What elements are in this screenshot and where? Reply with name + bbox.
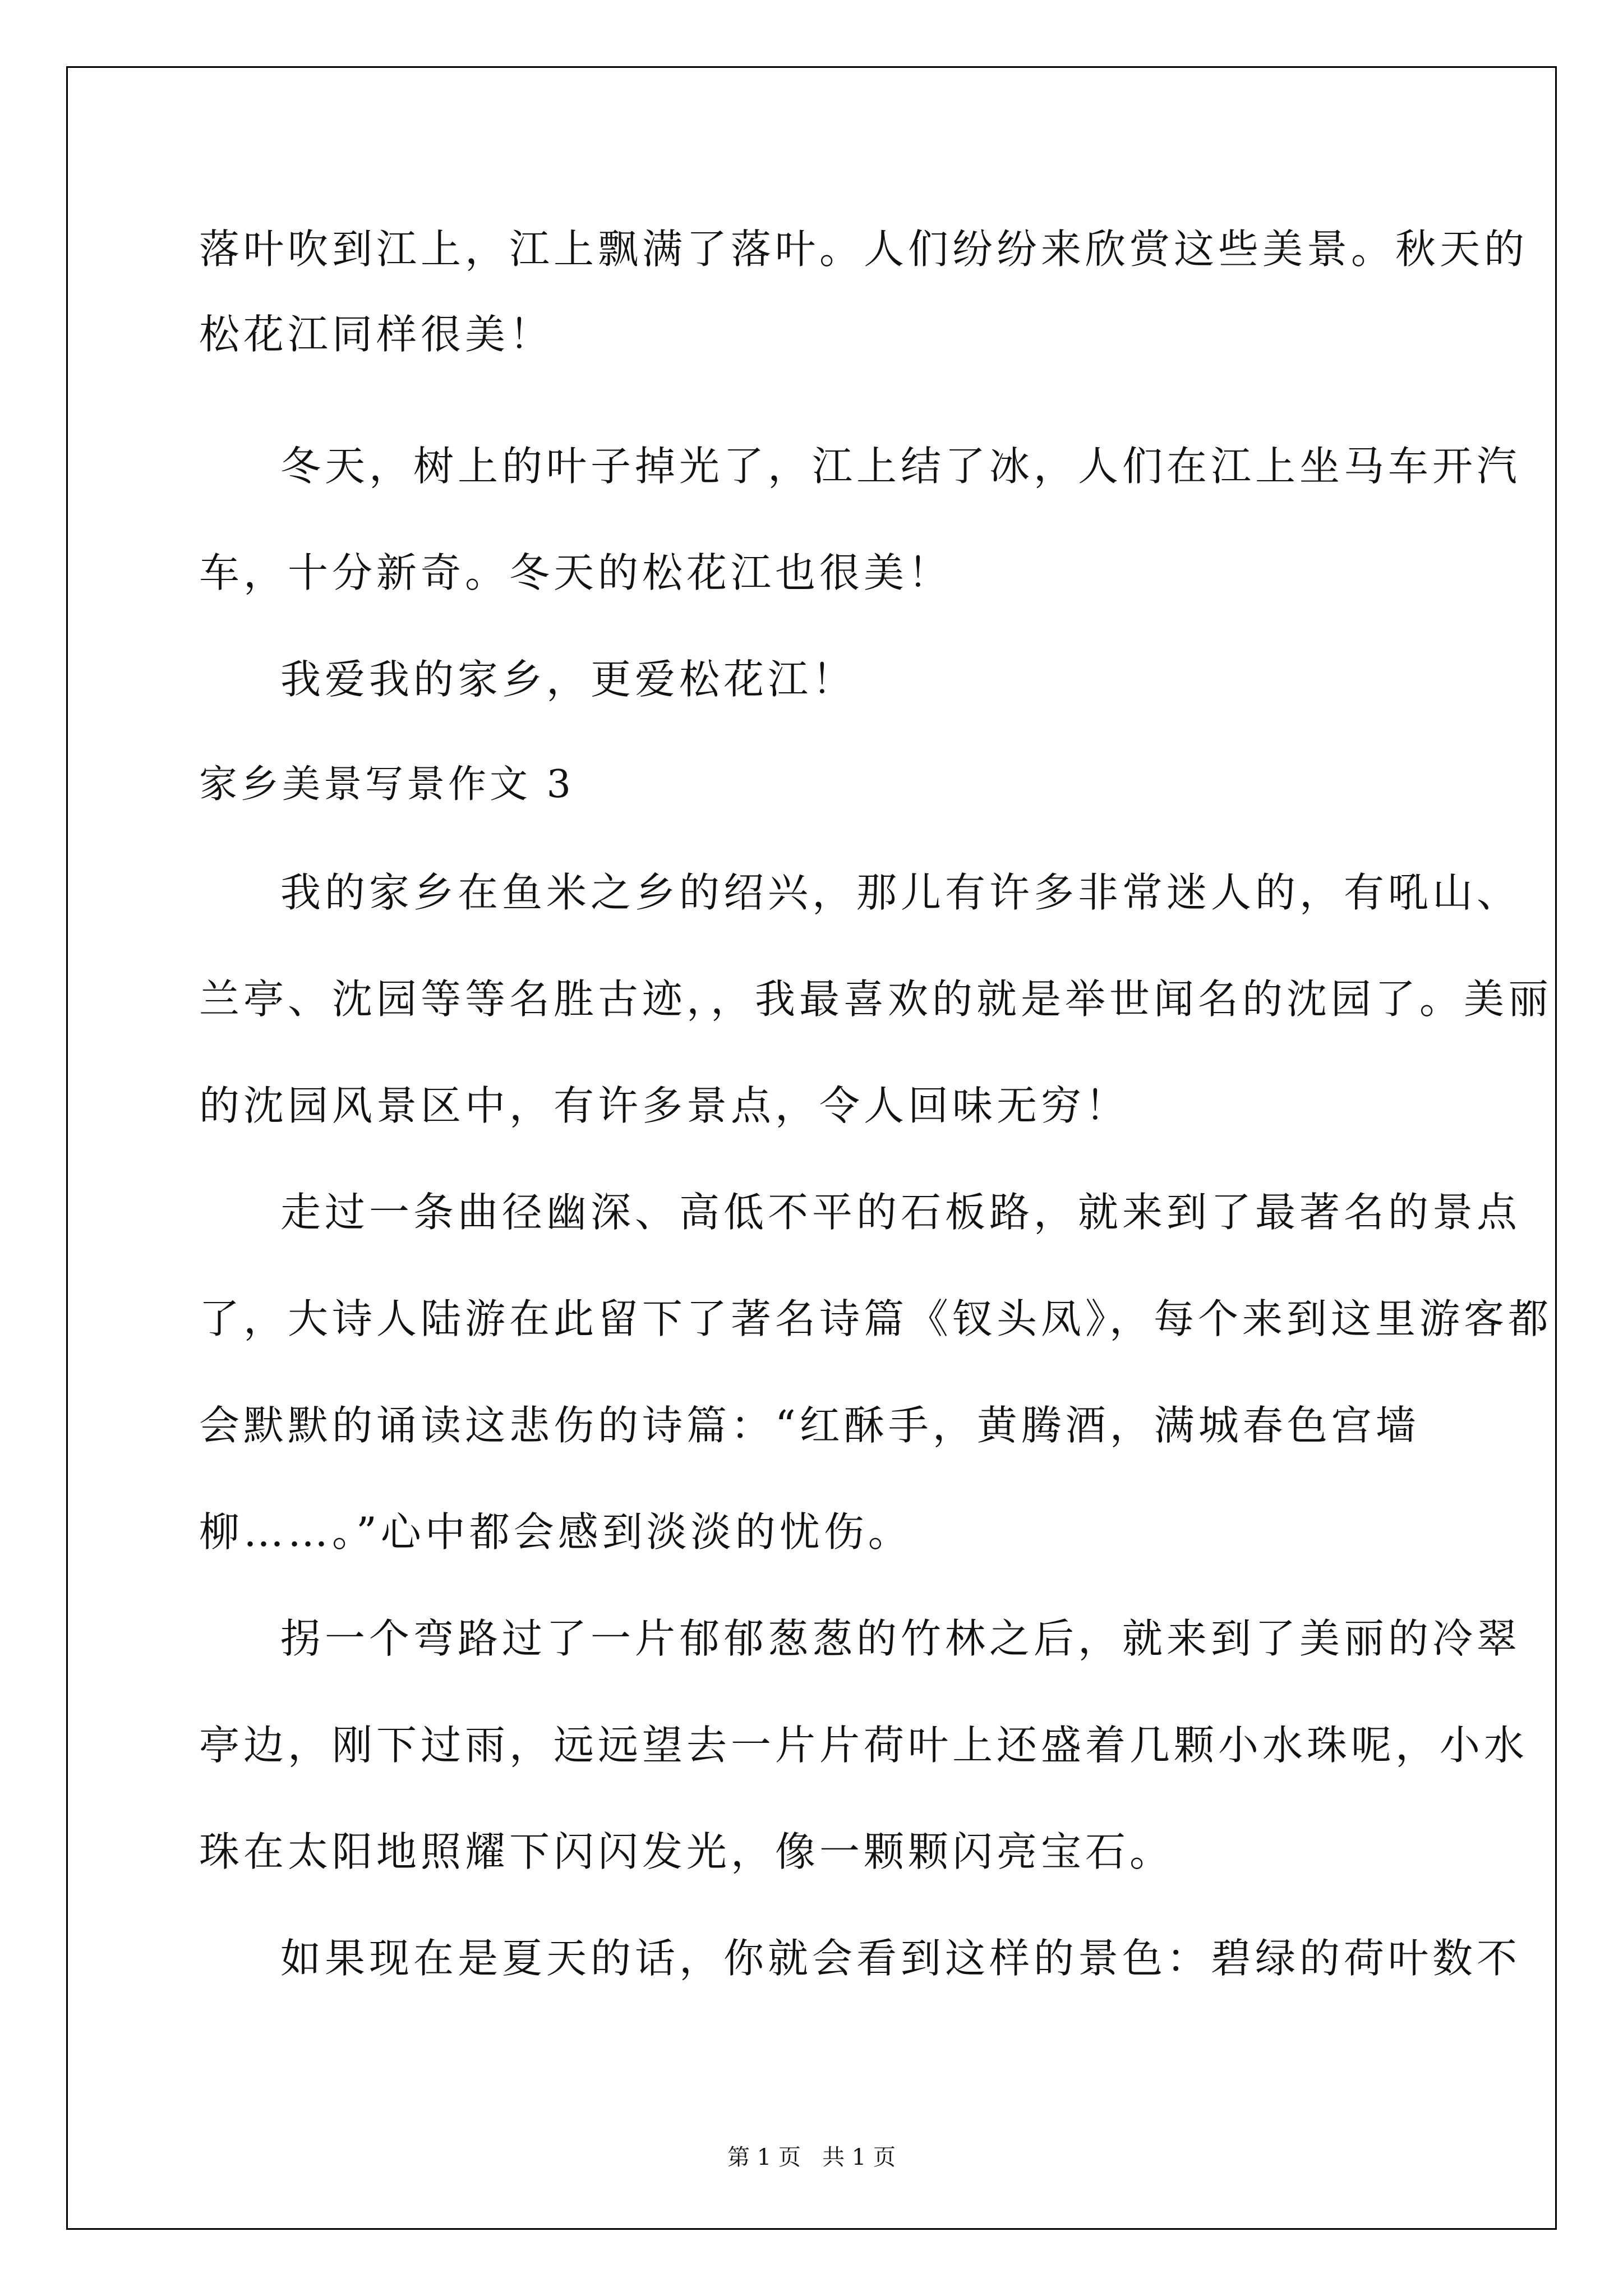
text-line: 拐一个弯路过了一片郁郁葱葱的竹林之后，就来到了美丽的冷翠: [280, 1615, 1521, 1662]
text-line: 珠在太阳地照耀下闪闪发光，像一颗颗闪亮宝石。: [199, 1828, 1174, 1875]
text-line: 的沈园风景区中，有许多景点，令人回味无穷！: [199, 1082, 1130, 1129]
text-line: 如果现在是夏天的话，你就会看到这样的景色：碧绿的荷叶数不: [280, 1935, 1521, 1982]
text-line: 柳……。”心中都会感到淡淡的忧伤。: [199, 1508, 912, 1556]
text-line: 落叶吹到江上，江上飘满了落叶。人们纷纷来欣赏这些美景。秋天的: [199, 226, 1529, 273]
section-heading: 家乡美景写景作文 3: [199, 762, 574, 807]
page-footer: 第 1 页 共 1 页: [727, 2145, 896, 2170]
text-line: 车，十分新奇。冬天的松花江也很美！: [199, 549, 953, 596]
text-line: 会默默的诵读这悲伤的诗篇：“红酥手，黄腾酒，满城春色宫墙: [199, 1402, 1420, 1449]
text-line: 松花江同样很美！: [199, 311, 554, 358]
text-line: 走过一条曲径幽深、高低不平的石板路，就来到了最著名的景点: [280, 1189, 1521, 1236]
text-line: 冬天，树上的叶子掉光了，江上结了冰，人们在江上坐马车开汽: [280, 443, 1521, 490]
text-line: 我爱我的家乡，更爱松花江！: [280, 656, 857, 703]
text-line: 亭边，刚下过雨，远远望去一片片荷叶上还盛着几颗小水珠呢，小水: [199, 1722, 1529, 1769]
page-border: [66, 66, 1557, 2230]
text-line: 我的家乡在鱼米之乡的绍兴，那儿有许多非常迷人的，有吼山、: [280, 869, 1521, 916]
text-line: 兰亭、沈园等等名胜古迹，，我最喜欢的就是举世闻名的沈园了。美丽: [199, 976, 1553, 1023]
text-line: 了，大诗人陆游在此留下了著名诗篇《钗头凤》，每个来到这里游客都: [199, 1295, 1553, 1342]
